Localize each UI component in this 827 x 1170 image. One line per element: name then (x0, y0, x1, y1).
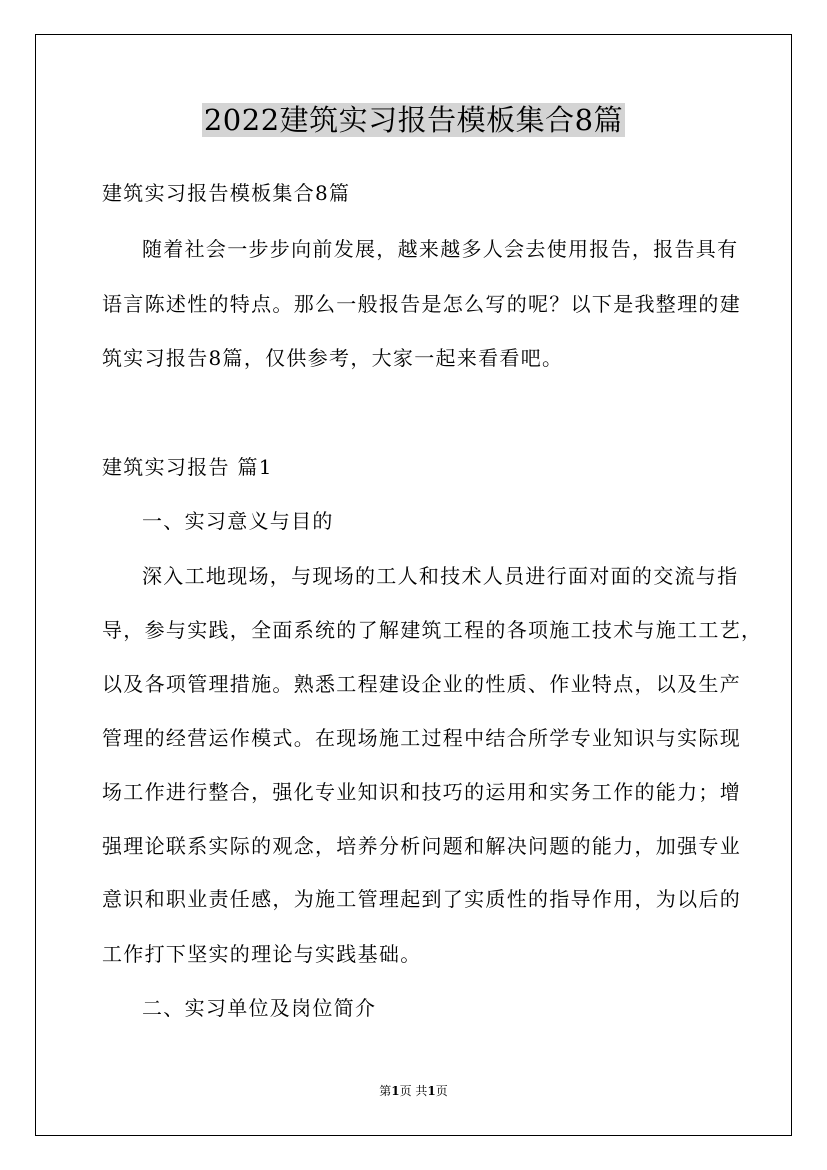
sub1-line-7: 意识和职业责任感，为施工管理起到了实质性的指导作用，为以后的 (102, 887, 741, 911)
sub2-heading: 二、实习单位及岗位简介 (142, 996, 377, 1020)
sub1-line-8: 工作打下坚实的理论与实践基础。 (102, 942, 422, 966)
sub1-line-5: 场工作进行整合，强化专业知识和技巧的运用和实务工作的能力；增 (102, 780, 741, 804)
sub1-line-1: 深入工地现场，与现场的工人和技术人员进行面对面的交流与指 (142, 564, 739, 588)
sub1-line-4: 管理的经营运作模式。在现场施工过程中结合所学专业知识与实际现 (102, 726, 741, 750)
footer-page-prefix: 第 (379, 1084, 392, 1098)
sub1-line-6: 强理论联系实际的观念，培养分析问题和解决问题的能力，加强专业 (102, 834, 741, 858)
page-footer (0, 1083, 827, 1099)
sub1-line-2: 导，参与实践，全面系统的了解建筑工程的各项施工技术与施工工艺， (102, 618, 763, 642)
footer-page-suffix: 页 (435, 1084, 448, 1098)
document-title: 2022建筑实习报告模板集合8篇 (203, 103, 624, 137)
footer-page-total: 1 (427, 1084, 436, 1098)
intro-line-2: 语言陈述性的特点。那么一般报告是怎么写的呢？以下是我整理的建 (102, 292, 741, 316)
intro-line-1: 随着社会一步步向前发展，越来越多人会去使用报告，报告具有 (142, 237, 739, 261)
footer-page-mid: 页 共 (399, 1084, 428, 1098)
document-subtitle: 建筑实习报告模板集合8篇 (102, 181, 351, 205)
section-heading: 建筑实习报告 篇1 (102, 455, 273, 479)
sub1-line-3: 以及各项管理措施。熟悉工程建设企业的性质、作业特点，以及生产 (102, 672, 741, 696)
sub1-heading: 一、实习意义与目的 (142, 509, 334, 533)
document-title-wrapper (0, 100, 827, 140)
intro-line-3: 筑实习报告8篇，仅供参考，大家一起来看看吧。 (102, 346, 564, 370)
footer-page-number: 1 (391, 1084, 400, 1098)
